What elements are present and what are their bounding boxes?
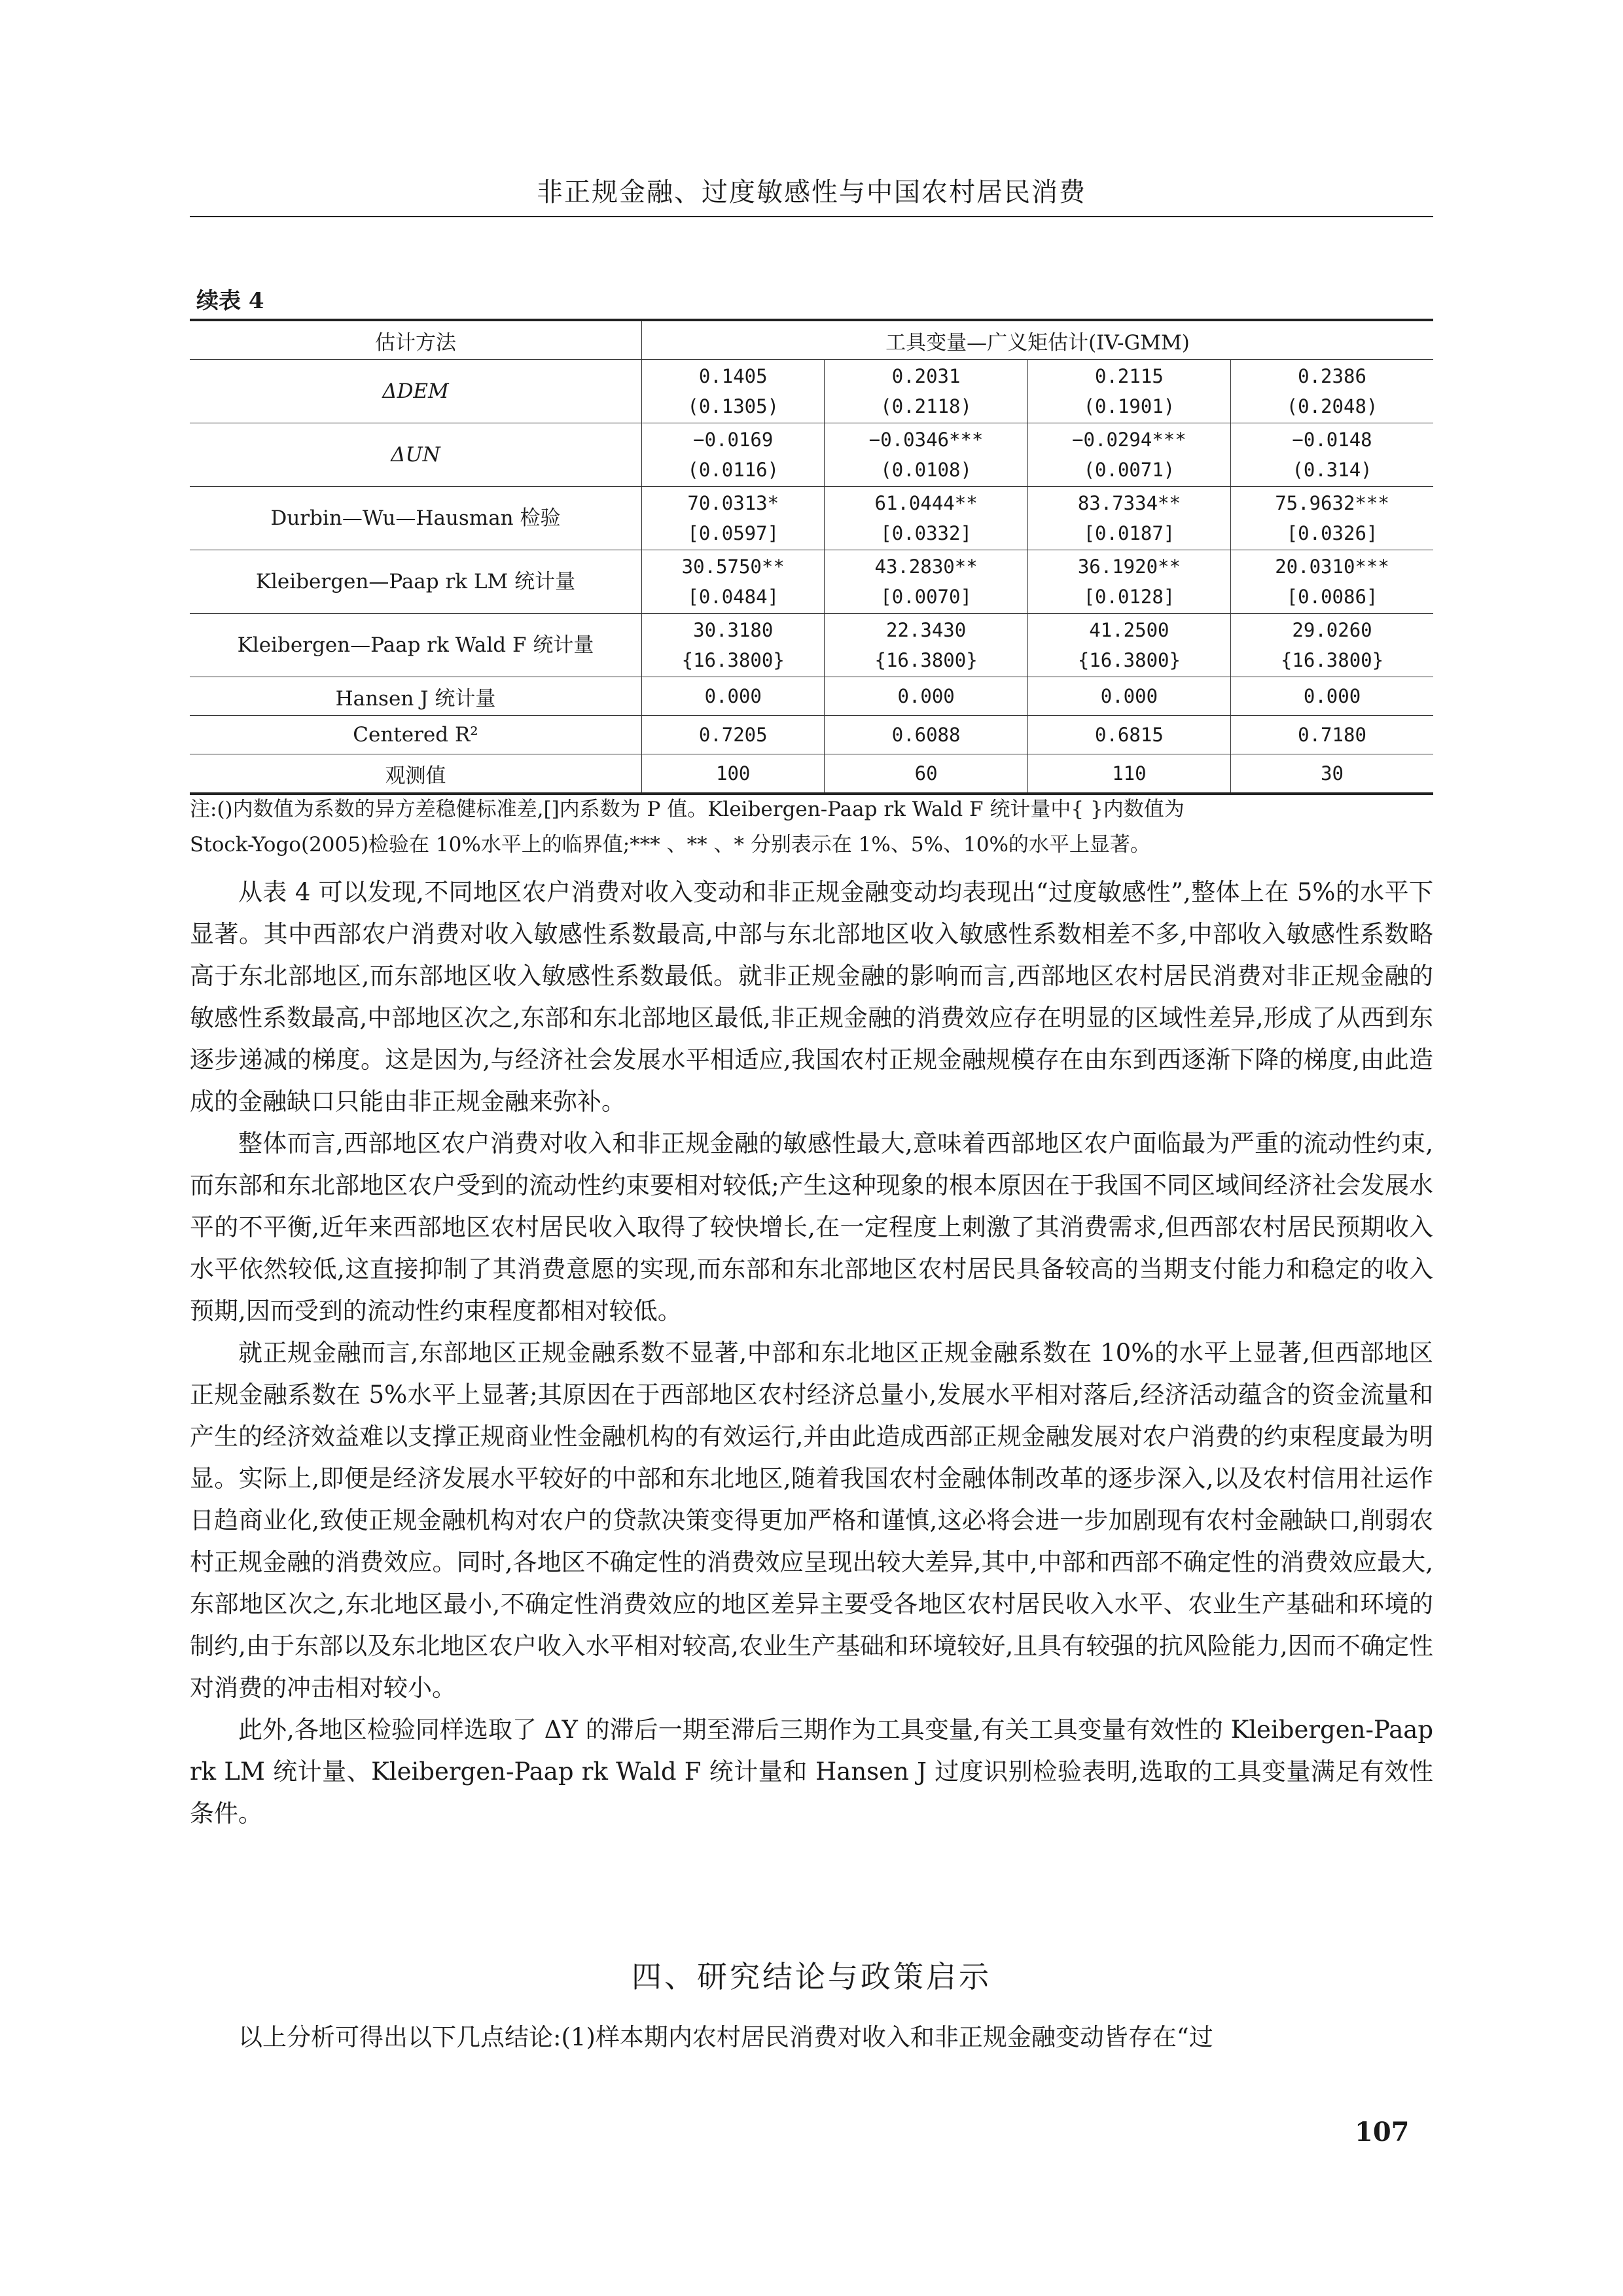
stat-value: 61.0444** (874, 492, 978, 514)
table-cell (825, 423, 1027, 487)
table-note-line: 注:()内数值为系数的异方差稳健标准差,[]内系数为 P 值。Kleibergen-Paap rk Wald F 统计量中{ }内数值为 (190, 798, 1185, 821)
stat-sub: [0.0484] (687, 586, 779, 608)
row-label: Centered R² (190, 716, 642, 754)
table-cell (642, 487, 825, 550)
row-label (190, 360, 642, 423)
table-cell (1027, 360, 1230, 423)
table-cell (1231, 550, 1433, 614)
row-label: Durbin—Wu—Hausman 检验 (190, 487, 642, 550)
stat-sub: {16.3800} (1280, 649, 1384, 671)
table-cell: 0.000 (642, 677, 825, 716)
table-cell (1027, 614, 1230, 677)
stat-value: 41.2500 (1089, 619, 1169, 641)
table-cell: 0.000 (825, 677, 1027, 716)
coef-sub: (0.314) (1292, 459, 1372, 481)
stat-value: 30.5750** (681, 556, 785, 578)
table-row (190, 423, 1433, 487)
paragraph: 从表 4 可以发现,不同地区农户消费对收入变动和非正规金融变动均表现出“过度敏感性”,整体上在 5%的水平下显著。其中西部农户消费对收入敏感性系数最高,中部与东北部地区收入敏感性系数相差不多,中部收入敏感性系数略高于东北部地区,而东部地区收入敏感性系数最低。就非正规金融的影响而言,西部地区农村居民消费对非正规金融的敏感性系数最高,中部地区次之,东部和东北部地区最低,非正规金融的消费效应存在明显的区域性差异,形成了从西到东逐步递减的梯度。这是因为,与经济社会发展水平相适应,我国农村正规金融规模存在由东到西逐渐下降的梯度,由此造成的金融缺口只能由非正规金融来弥补。 (190, 878, 1433, 1116)
stat-sub: [0.0597] (687, 522, 779, 544)
table-row (190, 550, 1433, 614)
table-caption: 续表 4 (196, 288, 264, 314)
table-cell: 0.000 (1027, 677, 1230, 716)
header-estimator: 工具变量—广义矩估计(IV-GMM) (642, 320, 1434, 360)
stat-sub: [0.0128] (1083, 586, 1175, 608)
table-cell: 0.6815 (1027, 716, 1230, 754)
table-cell (642, 550, 825, 614)
table-cell (1027, 550, 1230, 614)
row-label (190, 423, 642, 487)
table-cell (642, 614, 825, 677)
table-row (190, 360, 1433, 423)
table-note-line: Stock-Yogo(2005)检验在 10%水平上的临界值;*** 、** 、* 分别表示在 1%、5%、10%的水平上显著。 (190, 833, 1150, 857)
row-label: 观测值 (190, 754, 642, 794)
coef-sub: (0.1305) (687, 395, 779, 417)
running-head: 非正规金融、过度敏感性与中国农村居民消费 (537, 177, 1086, 207)
table-cell (1027, 423, 1230, 487)
table-notes (190, 792, 1433, 862)
row-label-text: ΔDEM (382, 380, 449, 403)
body-text (190, 872, 1433, 1835)
coef-value: −0.0346*** (868, 429, 984, 451)
row-label: Kleibergen—Paap rk LM 统计量 (190, 550, 642, 614)
header-method: 估计方法 (190, 320, 642, 360)
coef-sub: (0.2048) (1286, 395, 1378, 417)
stat-sub: [0.0086] (1286, 586, 1378, 608)
section-heading: 四、研究结论与政策启示 (632, 1959, 991, 1994)
table-cell: 0.7180 (1231, 716, 1433, 754)
table-cell: 30 (1231, 754, 1433, 794)
coef-value: −0.0148 (1292, 429, 1372, 451)
coef-value: −0.0294*** (1072, 429, 1186, 451)
coef-value: 0.2386 (1298, 365, 1366, 387)
stat-sub: [0.0326] (1286, 522, 1378, 544)
coef-sub: (0.2118) (880, 395, 972, 417)
coef-value: 0.2115 (1095, 365, 1164, 387)
header-rule (190, 216, 1433, 217)
table-cell (825, 487, 1027, 550)
row-label: Hansen J 统计量 (190, 677, 642, 716)
table-cell (825, 614, 1027, 677)
table-row (190, 614, 1433, 677)
paragraph: 以上分析可得出以下几点结论:(1)样本期内农村居民消费对收入和非正规金融变动皆存在“过 (238, 2023, 1213, 2051)
stat-sub: {16.3800} (1077, 649, 1181, 671)
stat-value: 20.0310*** (1275, 556, 1389, 578)
coef-value: 0.1405 (698, 365, 768, 387)
table-row (190, 754, 1433, 794)
stat-sub: [0.0187] (1083, 522, 1175, 544)
table-cell (642, 360, 825, 423)
table-cell (825, 360, 1027, 423)
stat-value: 75.9632*** (1275, 492, 1389, 514)
table-row (190, 677, 1433, 716)
table-cell (642, 423, 825, 487)
stat-sub: [0.0332] (880, 522, 972, 544)
coef-value: 0.2031 (891, 365, 961, 387)
table-cell (1027, 487, 1230, 550)
table-cell: 0.7205 (642, 716, 825, 754)
coef-value: −0.0169 (693, 429, 774, 451)
table-cell: 110 (1027, 754, 1230, 794)
coef-sub: (0.0108) (880, 459, 972, 481)
page-number: 107 (1355, 2117, 1410, 2147)
stat-value: 83.7334** (1077, 492, 1181, 514)
stat-value: 29.0260 (1292, 619, 1372, 641)
stat-sub: [0.0070] (880, 586, 972, 608)
table-cell (1231, 423, 1433, 487)
stat-value: 43.2830** (874, 556, 978, 578)
coef-sub: (0.0116) (687, 459, 779, 481)
table-cell: 0.6088 (825, 716, 1027, 754)
table-cell (825, 550, 1027, 614)
table-cell: 0.000 (1231, 677, 1433, 716)
stat-sub: {16.3800} (874, 649, 978, 671)
table-cell (1231, 487, 1433, 550)
stat-value: 36.1920** (1077, 556, 1181, 578)
stat-value: 30.3180 (693, 619, 774, 641)
stat-value: 22.3430 (885, 619, 967, 641)
table-cell: 60 (825, 754, 1027, 794)
coef-sub: (0.1901) (1083, 395, 1175, 417)
paragraph: 就正规金融而言,东部地区正规金融系数不显著,中部和东北地区正规金融系数在 10%的水平上显著,但西部地区正规金融系数在 5%水平上显著;其原因在于西部地区农村经济总量小,发展水平相对落后,经济活动蕴含的资金流量和产生的经济效益难以支撑正规商业性金融机构的有效运行,并由此造成西部正规金融发展对农户消费的约束程度最为明显。实际上,即便是经济发展水平较好的中部和东北地区,随着我国农村金融体制改革的逐步深入,以及农村信用社运作日趋商业化,致使正规金融机构对农户的贷款决策变得更加严格和谨慎,这必将会进一步加剧现有农村金融缺口,削弱农村正规金融的消费效应。同时,各地区不确定性的消费效应呈现出较大差异,其中,中部和西部不确定性的消费效应最大,东部地区次之,东北地区最小,不确定性消费效应的地区差异主要受各地区农村居民收入水平、农业生产基础和环境的制约,由于东部以及东北地区农户收入水平相对较高,农业生产基础和环境较好,且具有较强的抗风险能力,因而不确定性对消费的冲击相对较小。 (190, 1339, 1433, 1702)
coef-sub: (0.0071) (1083, 459, 1175, 481)
paragraph: 此外,各地区检验同样选取了 ΔY 的滞后一期至滞后三期作为工具变量,有关工具变量有效性的 Kleibergen-Paap rk LM 统计量、Kleibergen-Paap rk Wald F 统计量和 Hansen J 过度识别检验表明,选取的工具变量满足有效性条件。 (190, 1716, 1433, 1828)
table-cell: 100 (642, 754, 825, 794)
paragraph: 整体而言,西部地区农户消费对收入和非正规金融的敏感性最大,意味着西部地区农户面临最为严重的流动性约束,而东部和东北部地区农户受到的流动性约束要相对较低;产生这种现象的根本原因在于我国不同区域间经济社会发展水平的不平衡,近年来西部地区农村居民收入取得了较快增长,在一定程度上刺激了其消费需求,但西部农村居民预期收入水平依然较低,这直接抑制了其消费意愿的实现,而东部和东北部地区农村居民具备较高的当期支付能力和稳定的收入预期,因而受到的流动性约束程度都相对较低。 (190, 1129, 1433, 1325)
stat-value: 70.0313* (687, 492, 779, 514)
table-cell (1231, 614, 1433, 677)
table-cell (1231, 360, 1433, 423)
row-label-text: ΔUN (391, 443, 440, 467)
table-header-row (190, 320, 1433, 360)
stat-sub: {16.3800} (681, 649, 785, 671)
table-row (190, 487, 1433, 550)
results-table (190, 319, 1433, 795)
table-row (190, 716, 1433, 754)
row-label: Kleibergen—Paap rk Wald F 统计量 (190, 614, 642, 677)
